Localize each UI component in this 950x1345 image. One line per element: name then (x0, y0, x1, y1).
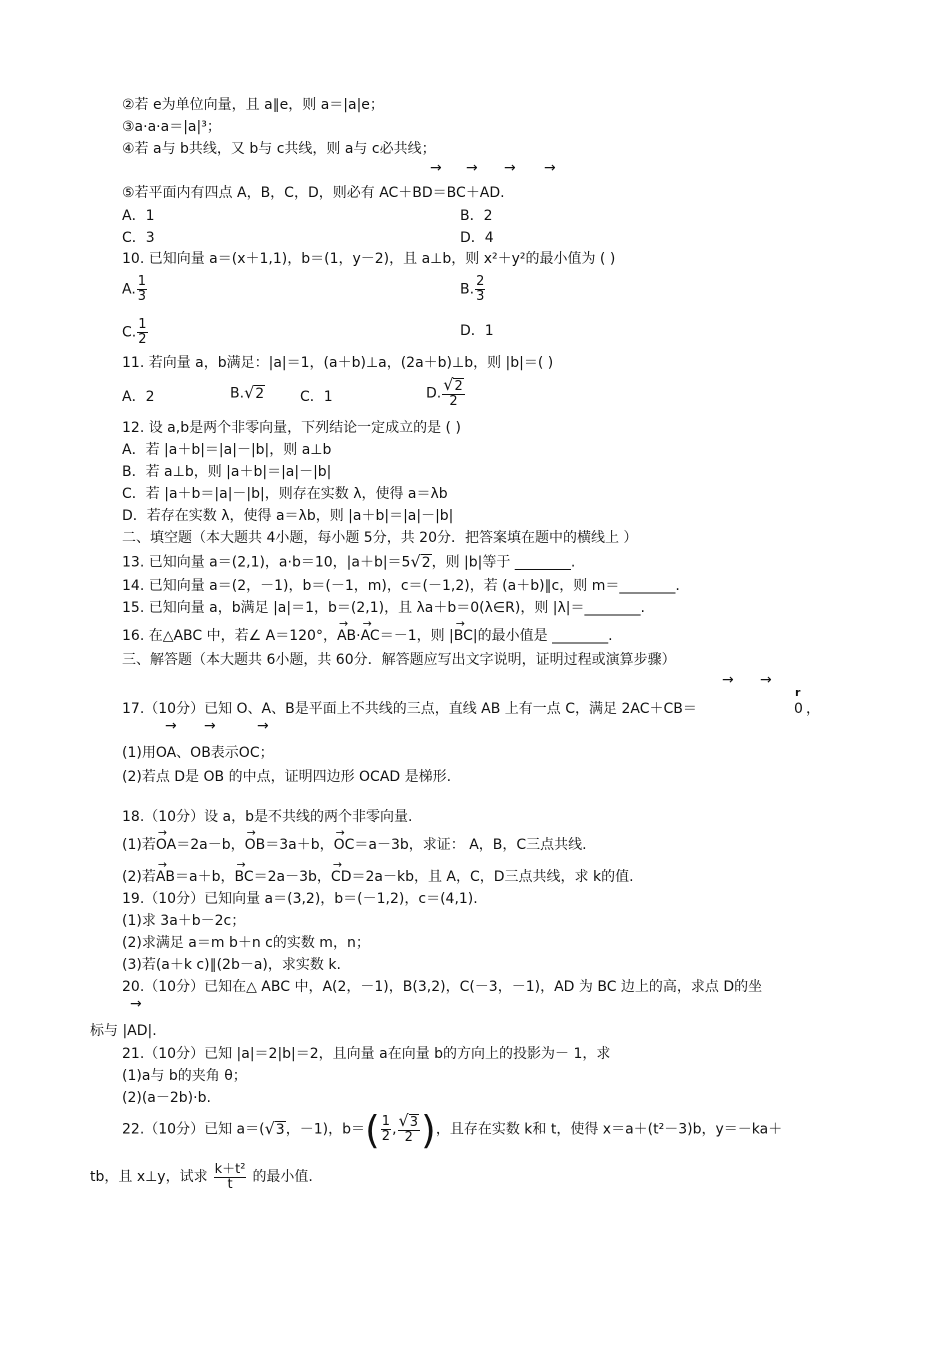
q21-part-1: (1)a与 b的夹角 θ； (122, 1068, 247, 1084)
q20-stem: 20.（10分）已知在△ ABC 中，A(2，－1)，B(3,2)，C(－3，－1)，AD 为 BC 边上的高，求点 D的坐 (122, 979, 763, 995)
section-3-heading: 三、解答题（本大题共 6小题，共 60分．解答题应写出文字说明，证明过程或演算步骤） (122, 652, 676, 668)
q17-vector-mark: r (795, 686, 801, 699)
q12-option-c: C．若 |a＋b＝|a|－|b|，则存在实数 λ，使得 a＝λb (122, 486, 448, 502)
q11-stem: 11. 若向量 a，b满足：|a|＝1，(a＋b)⊥a，(2a＋b)⊥b，则 |b|＝( ) (122, 355, 554, 371)
q9-statement-5: ⑤若平面内有四点 A，B，C，D，则必有 AC＋BD＝BC＋AD. (122, 185, 505, 201)
q9-statement-3: ③a·a·a＝|a|³； (122, 119, 221, 135)
q17-zero-vector: 0 (794, 701, 803, 717)
q9-option-d: D．4 (460, 230, 494, 246)
q10-option-b: B. $\frac{2}{3}$ (460, 274, 485, 304)
q9-statement-2: ②若 e为单位向量，且 a∥e，则 a＝|a|e； (122, 97, 384, 113)
q18-part-1: (1)若→ OA＝2a－b，→ OB＝3a＋b，→ OC＝a－3b，求证： A，B，C三点共线. (122, 836, 587, 854)
q21-stem: 21.（10分）已知 |a|＝2|b|＝2，且向量 a在向量 b的方向上的投影为－ 1，求 (122, 1046, 611, 1062)
q20-stem-continued: 标与 |AD|. (90, 1023, 157, 1039)
q17-part-2: (2)若点 D是 OB 的中点，证明四边形 OCAD 是梯形. (122, 769, 452, 785)
q11-option-b: B.√2 (230, 383, 265, 402)
q9-option-b: B．2 (460, 208, 493, 224)
q19-part-3: (3)若(a＋k c)∥(2b－a)，求实数 k. (122, 957, 341, 973)
q22-stem: 22.（10分）已知 a＝(√3，－1)，b＝( $\frac{1}{2}$ , $\frac{√3}{2}$ )，且存在实数 k和 t，使得 x＝a＋(t²－3)b，y＝－ka＋ (122, 1107, 783, 1152)
q10-option-d: D．1 (460, 323, 494, 339)
q13-stem: 13. 已知向量 a＝(2,1)，a·b＝10，|a＋b|＝5√2，则 |b|等于 ________. (122, 552, 576, 571)
arrow-ad: → (544, 160, 556, 176)
q12-option-a: A．若 |a＋b|＝|a|－|b|，则 a⊥b (122, 442, 332, 458)
arrow-bc: → (504, 160, 516, 176)
arrow-q17-oc: → (257, 718, 269, 734)
q12-option-b: B．若 a⊥b，则 |a＋b|＝|a|－|b| (122, 464, 332, 480)
q14-stem: 14. 已知向量 a＝(2，－1)，b＝(－1，m)，c＝(－1,2)，若 (a＋b)∥c，则 m＝________. (122, 578, 680, 594)
arrow-q17-ac: → (722, 672, 734, 688)
section-2-heading: 二、填空题（本大题共 4小题，每小题 5分，共 20分．把答案填在题中的横线上 ） (122, 530, 638, 546)
q21-part-2: (2)(a－2b)·b. (122, 1090, 211, 1106)
arrow-q17-ob: → (204, 718, 216, 734)
arrow-q17-cb: → (760, 672, 772, 688)
q17-stem: 17.（10分）已知 O、A、B是平面上不共线的三点，直线 AB 上有一点 C，满足 2AC＋CB＝ (122, 701, 697, 717)
q9-option-c: C．3 (122, 230, 155, 246)
q9-statement-4: ④若 a与 b共线，又 b与 c共线，则 a与 c必共线； (122, 141, 436, 157)
q17-comma: ， (806, 701, 820, 717)
q18-part-2: (2)若→ AB＝a＋b，→ BC＝2a－3b，→ CD＝2a－kb，且 A，C，D三点共线，求 k的值. (122, 868, 634, 886)
arrow-q17-oa: → (165, 718, 177, 734)
q10-option-c: C. $\frac{1}{2}$ (122, 317, 147, 347)
q15-stem: 15. 已知向量 a，b满足 |a|＝1，b＝(2,1)，且 λa＋b＝0(λ∈R)，则 |λ|＝________. (122, 600, 645, 616)
q11-option-a: A．2 (122, 389, 155, 405)
arrow-q20-ad: → (130, 996, 142, 1012)
q19-part-1: (1)求 3a＋b－2c； (122, 913, 246, 929)
q16-stem: 16. 在△ABC 中，若∠ A＝120°，→ AB·→ AC＝－1，则 |→ BC|的最小值是 ________. (122, 627, 613, 645)
q19-part-2: (2)求满足 a＝m b＋n c的实数 m，n； (122, 935, 370, 951)
q19-stem: 19.（10分）已知向量 a＝(3,2)，b＝(－1,2)，c＝(4,1). (122, 891, 478, 907)
q9-option-a: A．1 (122, 208, 155, 224)
q11-option-d: D. $\frac{√2}{2}$ (426, 375, 463, 409)
q10-stem: 10. 已知向量 a＝(x＋1,1)，b＝(1，y－2)，且 a⊥b，则 x²＋y²的最小值为 ( ) (122, 251, 616, 267)
arrow-ac: → (430, 160, 442, 176)
q17-part-1: (1)用OA、OB表示OC； (122, 745, 274, 761)
q10-option-a: A. $\frac{1}{3}$ (122, 274, 147, 304)
q11-option-c: C．1 (300, 389, 333, 405)
q22-stem-continued: tb，且 x⊥y，试求 $\frac{\text{k＋t²}}{t}$ 的最小值. (90, 1161, 313, 1192)
q12-stem: 12. 设 a,b是两个非零向量，下列结论一定成立的是 ( ) (122, 420, 461, 436)
q12-option-d: D．若存在实数 λ，使得 a＝λb，则 |a＋b|＝|a|－|b| (122, 508, 454, 524)
q18-stem: 18.（10分）设 a，b是不共线的两个非零向量. (122, 809, 413, 825)
arrow-bd: → (466, 160, 478, 176)
